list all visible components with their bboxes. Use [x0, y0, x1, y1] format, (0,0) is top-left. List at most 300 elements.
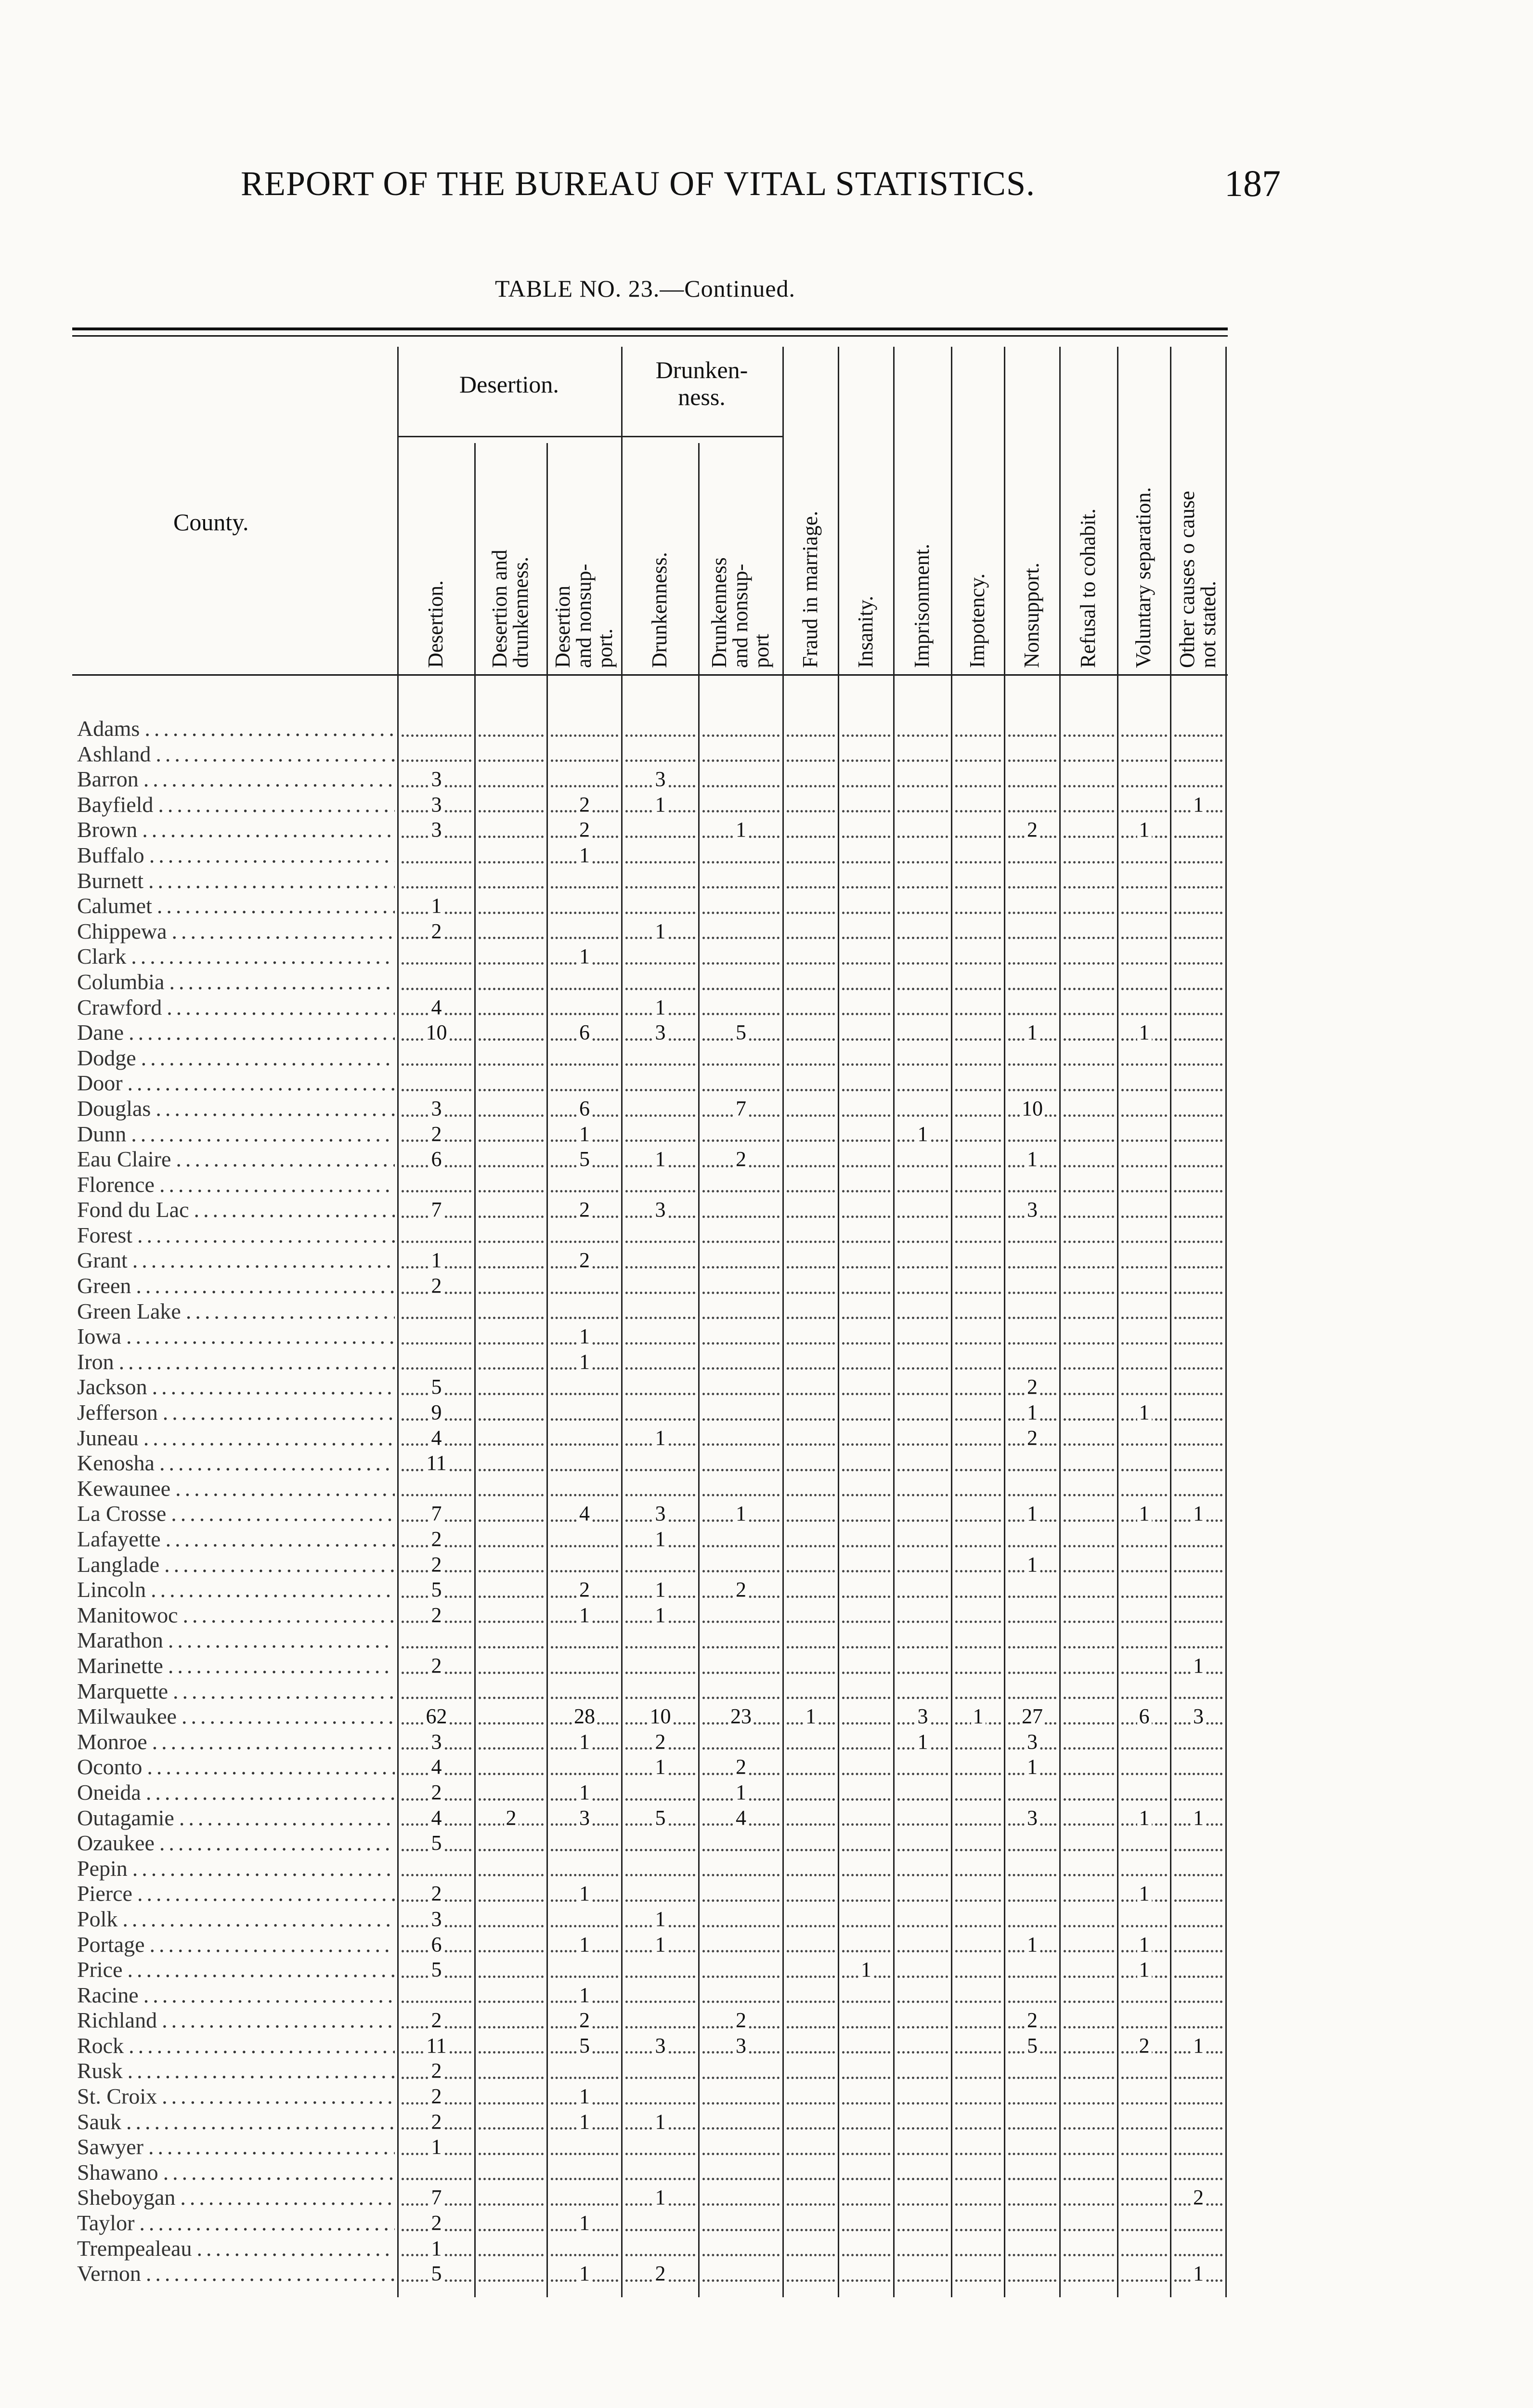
- dot-leader: [897, 759, 948, 762]
- dot-leader: [1008, 1925, 1056, 1927]
- dot-leader: [787, 1773, 835, 1775]
- table-cell: [784, 792, 838, 818]
- table-cell: [952, 2160, 1004, 2186]
- table-cell: [700, 2236, 782, 2262]
- table-cell: [623, 1806, 698, 1831]
- table-cell: [1061, 1932, 1117, 1958]
- dot-leader: [551, 937, 618, 939]
- column-header-cell: [621, 443, 698, 672]
- dot-leader: [897, 1672, 948, 1674]
- cell-value: 7: [429, 2186, 444, 2209]
- dot-leader: [1008, 2001, 1056, 2003]
- table-cell: [623, 1881, 698, 1907]
- cell-value: 2: [429, 2008, 444, 2032]
- dot-leader: [1121, 1874, 1167, 1876]
- table-cell: [399, 1780, 474, 1806]
- dot-leader: [1008, 2203, 1056, 2206]
- table-cell: [1005, 1983, 1059, 2008]
- table-cell: [839, 1679, 893, 1704]
- table-cell: [839, 1299, 893, 1324]
- table-cell: [952, 1172, 1004, 1198]
- dot-leader: [897, 1367, 948, 1370]
- table-cell: [700, 2211, 782, 2236]
- dot-leader: [955, 1165, 1001, 1167]
- dot-leader: [897, 810, 948, 812]
- dot-leader: [1121, 886, 1167, 889]
- dot-leader: [787, 1596, 835, 1598]
- table-cell: [1005, 2084, 1059, 2109]
- table-cell: [1118, 1603, 1170, 1628]
- table-cell: [399, 1983, 474, 2008]
- table-cell: [476, 2261, 546, 2287]
- county-name: Pierce: [77, 1881, 137, 1906]
- dot-leader: [479, 1494, 544, 1496]
- dot-leader: [1174, 2026, 1222, 2028]
- table-cell: [700, 1324, 782, 1349]
- dot-leader: [955, 1494, 1001, 1496]
- table-cell: [1171, 1147, 1225, 1172]
- table-cell: [952, 1426, 1004, 1451]
- table-cell: [1118, 2211, 1170, 2236]
- table-cell: [1061, 1046, 1117, 1071]
- table-cell: [1061, 1426, 1117, 1451]
- leader-dots: [77, 1501, 395, 1527]
- cell-value: 1: [1137, 1958, 1152, 1981]
- dot-leader: [479, 1013, 544, 1015]
- table-cell: [895, 1527, 951, 1552]
- cell-value: 2: [1025, 818, 1039, 841]
- dot-leader: [787, 2001, 835, 2003]
- county-name: Richland: [77, 2008, 162, 2032]
- table-cell: [1118, 1679, 1170, 1704]
- table-cell: [399, 1476, 474, 1502]
- leader-dots: [77, 2185, 395, 2211]
- dot-leader: [625, 2153, 695, 2155]
- table-cell: [1171, 1122, 1225, 1147]
- table-cell: [1005, 1299, 1059, 1324]
- dot-leader: [1008, 1697, 1056, 1699]
- dot-leader: [479, 1317, 544, 1319]
- cell-value: 6: [429, 1147, 444, 1171]
- table-cell: [1005, 1046, 1059, 1071]
- dot-leader: [702, 1570, 779, 1572]
- dot-leader: [787, 2229, 835, 2231]
- table-cell: [1118, 1223, 1170, 1248]
- table-cell: [623, 1653, 698, 1679]
- table-cell: [1118, 944, 1170, 969]
- table-cell: [1171, 1628, 1225, 1653]
- dot-leader: [702, 2229, 779, 2231]
- dot-leader: [1064, 759, 1114, 762]
- table-cell: [952, 1046, 1004, 1071]
- cell-value: 6: [1137, 1704, 1152, 1728]
- cell-value: 3: [429, 1907, 444, 1931]
- table-cell: [952, 1299, 1004, 1324]
- table-cell: [548, 1451, 621, 1476]
- table-cell: [399, 1932, 474, 1958]
- table-cell: [952, 919, 1004, 944]
- county-name: Juneau: [77, 1426, 143, 1450]
- table-cell: [1118, 2008, 1170, 2033]
- table-cell: [548, 1957, 621, 1983]
- table-cell: [895, 2185, 951, 2211]
- dot-leader: [897, 2229, 948, 2231]
- dot-leader: [625, 1849, 695, 1851]
- cell-value: 2: [429, 1527, 444, 1551]
- dot-leader: [897, 734, 948, 737]
- table-cell: [895, 1679, 951, 1704]
- dot-leader: [1008, 1899, 1056, 1902]
- table-cell: [839, 1020, 893, 1046]
- column-header: Nonsupport.: [1019, 563, 1043, 668]
- cell-value: 10: [648, 1704, 673, 1728]
- table-cell: [784, 1653, 838, 1679]
- county-name: Marquette: [77, 1679, 173, 1703]
- table-cell: [1005, 1679, 1059, 1704]
- column-header: Desertion and drunkenness.: [488, 550, 533, 668]
- dot-leader: [897, 1798, 948, 1801]
- table-cell: [784, 1273, 838, 1299]
- table-cell: [476, 1754, 546, 1780]
- table-cell: [476, 1806, 546, 1831]
- dot-leader: [1121, 1139, 1167, 1142]
- dot-leader: [787, 1266, 835, 1269]
- dot-leader: [1174, 2254, 1222, 2256]
- dot-leader: [1008, 1190, 1056, 1192]
- table-cell: [548, 944, 621, 969]
- dot-leader: [842, 1697, 890, 1699]
- leader-dots: [77, 1197, 395, 1223]
- dot-leader: [551, 2203, 618, 2206]
- table-cell: [399, 2033, 474, 2059]
- table-cell: [700, 1754, 782, 1780]
- leader-dots: [77, 1248, 395, 1273]
- table-cell: [1171, 1426, 1225, 1451]
- dot-leader: [1121, 785, 1167, 787]
- table-row: [0, 1248, 1533, 1273]
- county-name: Price: [77, 1957, 128, 1982]
- county-name: Douglas: [77, 1096, 156, 1121]
- table-cell: [1061, 1679, 1117, 1704]
- cell-value: 2: [1025, 1426, 1039, 1450]
- leader-dots: [77, 843, 395, 868]
- dot-leader: [955, 1545, 1001, 1547]
- table-cell: [1171, 1603, 1225, 1628]
- dot-leader: [842, 1367, 890, 1370]
- dot-leader: [787, 1849, 835, 1851]
- table-cell: [476, 1374, 546, 1400]
- table-cell: [1061, 1197, 1117, 1223]
- leader-dots: [77, 1907, 395, 1932]
- dot-leader: [1174, 1545, 1222, 1547]
- table-cell: [1005, 2211, 1059, 2236]
- table-row: [0, 742, 1533, 767]
- dot-leader: [479, 1545, 544, 1547]
- table-cell: [548, 1172, 621, 1198]
- table-cell: [1171, 843, 1225, 868]
- dot-leader: [702, 1874, 779, 1876]
- table-cell: [839, 1603, 893, 1628]
- table-cell: [784, 1096, 838, 1122]
- table-cell: [548, 1426, 621, 1451]
- table-cell: [476, 2109, 546, 2135]
- table-cell: [839, 2185, 893, 2211]
- table-cell: [952, 1071, 1004, 1096]
- table-cell: [952, 969, 1004, 995]
- dot-leader: [702, 1899, 779, 1902]
- county-name: Bayfield: [77, 792, 158, 817]
- cell-value: 3: [734, 2034, 748, 2057]
- dot-leader: [702, 2102, 779, 2105]
- dot-leader: [479, 836, 544, 838]
- table-cell: [1171, 2058, 1225, 2084]
- table-cell: [1118, 792, 1170, 818]
- dot-leader: [702, 1494, 779, 1496]
- county-name: Fond du Lac: [77, 1197, 194, 1222]
- dot-leader: [551, 1469, 618, 1471]
- table-cell: [700, 1122, 782, 1147]
- dot-leader: [479, 2102, 544, 2105]
- dot-leader: [1121, 1114, 1167, 1117]
- dot-leader: [479, 1241, 544, 1243]
- table-cell: [548, 2084, 621, 2109]
- table-cell: [952, 1273, 1004, 1299]
- table-cell: [839, 1400, 893, 1426]
- dot-leader: [1008, 937, 1056, 939]
- table-cell: [548, 1400, 621, 1426]
- dot-leader: [787, 1418, 835, 1421]
- dot-leader: [625, 1063, 695, 1066]
- table-cell: [839, 1374, 893, 1400]
- dot-leader: [897, 1469, 948, 1471]
- cell-value: 1: [577, 2084, 592, 2108]
- dot-leader: [551, 2077, 618, 2079]
- table-cell: [895, 716, 951, 742]
- table-cell: [700, 1856, 782, 1882]
- table-cell: [952, 1324, 1004, 1349]
- dot-leader: [1121, 2127, 1167, 2130]
- dot-leader: [842, 2254, 890, 2256]
- table-cell: [839, 1273, 893, 1299]
- table-cell: [1118, 1046, 1170, 1071]
- table-cell: [784, 2058, 838, 2084]
- table-cell: [700, 817, 782, 843]
- table-cell: [1061, 792, 1117, 818]
- dot-leader: [842, 861, 890, 864]
- table-cell: [1118, 1653, 1170, 1679]
- column-header-cell: [1059, 352, 1117, 672]
- dot-leader: [1064, 886, 1114, 889]
- table-cell: [548, 1907, 621, 1932]
- table-cell: [1061, 1223, 1117, 1248]
- table-cell: [1118, 1932, 1170, 1958]
- cell-value: 1: [1025, 1147, 1039, 1171]
- table-cell: [623, 1324, 698, 1349]
- table-row: [0, 1273, 1533, 1299]
- dot-leader: [1008, 810, 1056, 812]
- table-row: [0, 2261, 1533, 2287]
- table-cell: [895, 1223, 951, 1248]
- table-cell: [784, 1932, 838, 1958]
- table-cell: [476, 1071, 546, 1096]
- table-cell: [952, 868, 1004, 894]
- table-row: [0, 1046, 1533, 1071]
- cell-value: 1: [577, 843, 592, 867]
- table-cell: [784, 1046, 838, 1071]
- table-cell: [1118, 1806, 1170, 1831]
- dot-leader: [1174, 1798, 1222, 1801]
- table-cell: [700, 1729, 782, 1755]
- table-cell: [895, 1983, 951, 2008]
- cell-value: 23: [728, 1704, 754, 1728]
- table-cell: [1005, 1400, 1059, 1426]
- table-cell: [548, 1299, 621, 1324]
- table-cell: [952, 1248, 1004, 1273]
- table-cell: [839, 1451, 893, 1476]
- table-cell: [952, 2109, 1004, 2135]
- leader-dots: [77, 1881, 395, 1907]
- table-cell: [895, 1451, 951, 1476]
- dot-leader: [787, 1292, 835, 1294]
- table-cell: [895, 817, 951, 843]
- table-cell: [839, 1248, 893, 1273]
- cell-value: 2: [653, 1730, 668, 1754]
- leader-dots: [77, 1628, 395, 1653]
- table-cell: [700, 1020, 782, 1046]
- table-cell: [548, 1096, 621, 1122]
- dot-leader: [1174, 1874, 1222, 1876]
- dot-leader: [551, 785, 618, 787]
- dot-leader: [1174, 836, 1222, 838]
- cell-value: 1: [734, 818, 748, 841]
- dot-leader: [625, 1292, 695, 1294]
- dot-leader: [842, 2051, 890, 2054]
- table-cell: [1118, 1780, 1170, 1806]
- table-cell: [784, 1299, 838, 1324]
- dot-leader: [551, 2153, 618, 2155]
- cell-value: 6: [577, 1097, 592, 1120]
- leader-dots: [77, 1046, 395, 1071]
- cell-value: 3: [653, 767, 668, 791]
- dot-leader: [1008, 886, 1056, 889]
- dot-leader: [787, 861, 835, 864]
- cell-value: 11: [424, 1451, 448, 1475]
- dot-leader: [1174, 1216, 1222, 1218]
- table-cell: [1118, 1907, 1170, 1932]
- leader-dots: [77, 868, 395, 894]
- dot-leader: [1121, 810, 1167, 812]
- dot-leader: [1064, 1292, 1114, 1294]
- cell-value: 1: [653, 1603, 668, 1627]
- table-cell: [476, 1349, 546, 1375]
- table-cell: [700, 893, 782, 919]
- cell-value: 1: [653, 1578, 668, 1601]
- table-row: [0, 1983, 1533, 2008]
- dot-leader: [787, 988, 835, 990]
- leader-dots: [77, 1020, 395, 1046]
- dot-leader: [787, 1241, 835, 1243]
- table-cell: [700, 767, 782, 792]
- table-cell: [399, 1881, 474, 1907]
- table-row: [0, 893, 1533, 919]
- table-cell: [700, 1349, 782, 1375]
- dot-leader: [955, 1874, 1001, 1876]
- table-cell: [1005, 1451, 1059, 1476]
- table-cell: [1118, 919, 1170, 944]
- dot-leader: [787, 912, 835, 914]
- dot-leader: [1008, 1849, 1056, 1851]
- table-cell: [1005, 1426, 1059, 1451]
- dot-leader: [479, 886, 544, 889]
- dot-leader: [1064, 836, 1114, 838]
- table-cell: [1005, 767, 1059, 792]
- top-rule: [72, 327, 1228, 330]
- county-name: Crawford: [77, 995, 167, 1020]
- table-cell: [839, 1223, 893, 1248]
- table-row: [0, 1096, 1533, 1122]
- table-cell: [952, 1096, 1004, 1122]
- dot-leader: [955, 1342, 1001, 1345]
- table-cell: [623, 1172, 698, 1198]
- county-name: Marathon: [77, 1628, 168, 1652]
- cell-value: 3: [916, 1704, 930, 1728]
- table-cell: [1171, 1020, 1225, 1046]
- table-row: [0, 995, 1533, 1021]
- dot-leader: [787, 1621, 835, 1623]
- table-cell: [839, 1780, 893, 1806]
- dot-leader: [1008, 759, 1056, 762]
- table-cell: [1118, 1374, 1170, 1400]
- cell-value: 2: [577, 1248, 592, 1272]
- table-cell: [1171, 2160, 1225, 2186]
- dot-leader: [1008, 2229, 1056, 2231]
- dot-leader: [1121, 1367, 1167, 1370]
- table-cell: [1118, 2261, 1170, 2287]
- dot-leader: [897, 1823, 948, 1826]
- dot-leader: [551, 912, 618, 914]
- table-cell: [548, 2134, 621, 2160]
- table-cell: [548, 1374, 621, 1400]
- table-cell: [476, 995, 546, 1021]
- dot-leader: [842, 1747, 890, 1750]
- table-cell: [1061, 2033, 1117, 2059]
- table-cell: [1171, 1324, 1225, 1349]
- dot-leader: [1008, 2254, 1056, 2256]
- dot-leader: [897, 1519, 948, 1522]
- cell-value: 2: [577, 2008, 592, 2032]
- cell-value: 4: [577, 1502, 592, 1525]
- dot-leader: [842, 1519, 890, 1522]
- dot-leader: [787, 836, 835, 838]
- dot-leader: [1008, 1596, 1056, 1598]
- dot-leader: [1008, 1241, 1056, 1243]
- dot-leader: [955, 1697, 1001, 1699]
- cell-value: 1: [653, 2110, 668, 2133]
- table-cell: [623, 1527, 698, 1552]
- running-title-part: B: [515, 164, 539, 203]
- table-cell: [1171, 1577, 1225, 1603]
- dot-leader: [702, 785, 779, 787]
- table-cell: [952, 792, 1004, 818]
- dot-leader: [842, 1672, 890, 1674]
- dot-leader: [842, 988, 890, 990]
- running-title-part: ITAL: [749, 164, 835, 203]
- dot-leader: [625, 1899, 695, 1902]
- leader-dots: [77, 919, 395, 944]
- table-cell: [399, 1349, 474, 1375]
- table-cell: [548, 969, 621, 995]
- table-cell: [399, 868, 474, 894]
